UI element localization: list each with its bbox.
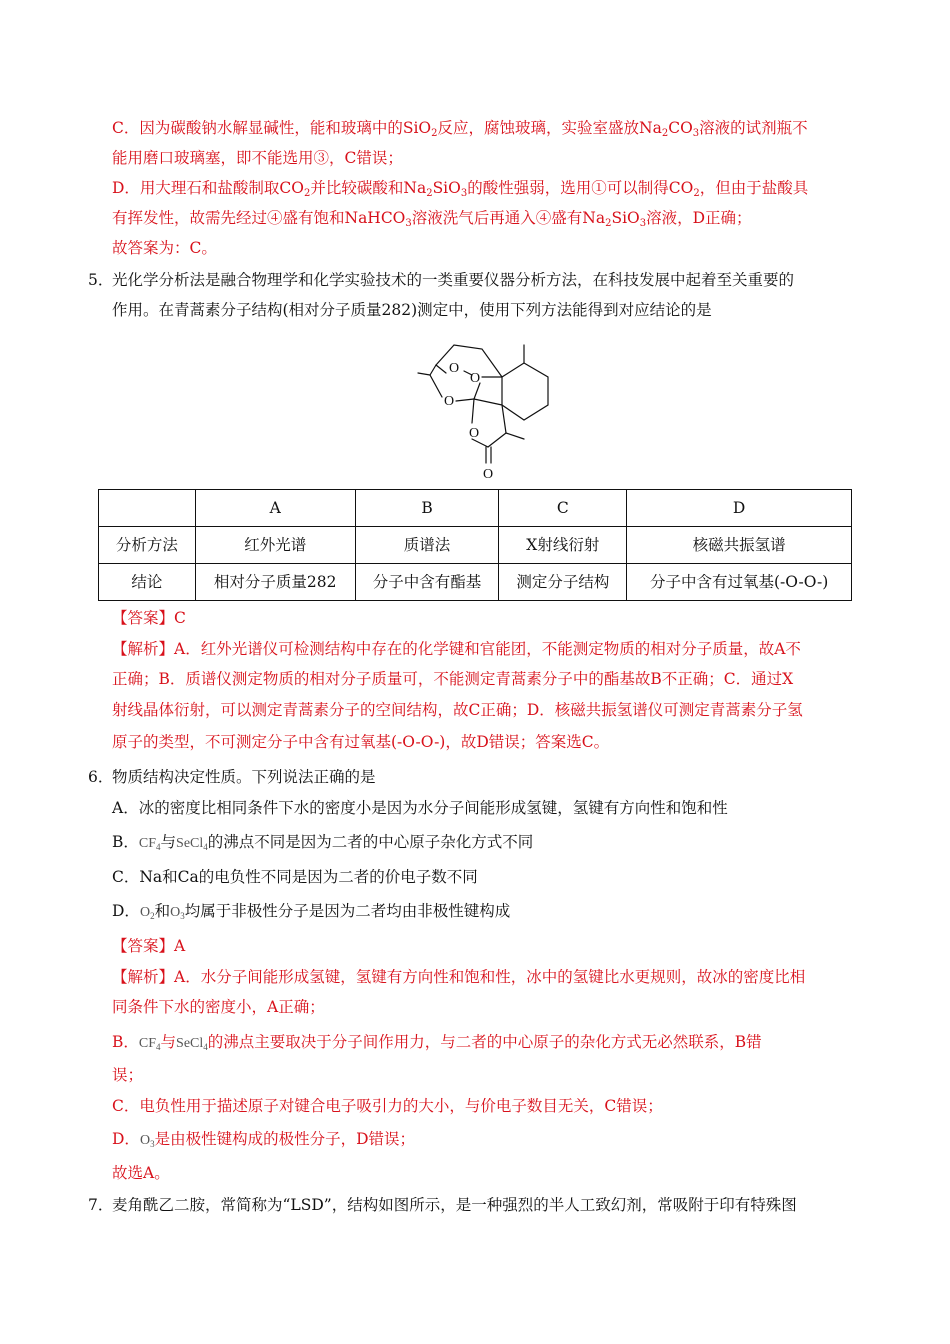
q5-explanation-line2: 正确；B．质谱仪测定物质的相对分子质量可，不能测定青蒿素分子中的酯基故B不正确；C．通过X xyxy=(112,670,794,688)
q6-explanation-b-line2: 误； xyxy=(112,1066,144,1084)
prev-answer-d-line1: D．用大理石和盐酸制取$CO_2$并比较碳酸和$Na_2SiO_3$的酸性强弱，选用①可以制得$CO_2$，但由于盐酸具 xyxy=(112,179,809,199)
table-header-cell: A xyxy=(195,490,355,527)
q6-explanation-a-line2: 同条件下水的密度小，A正确； xyxy=(112,998,325,1016)
q6-option-b: B．$CF_4$与SeCl$_4$的沸点不同是因为二者的中心原子杂化方式不同 xyxy=(112,833,534,852)
q5-number: 5． xyxy=(88,271,114,289)
q5-answer: 【答案】C xyxy=(112,609,186,627)
q7-stem-line1: 麦角酰乙二胺，常简称为“LSD”，结构如图所示，是一种强烈的半人工致幻剂，常吸附于印有特殊图 xyxy=(112,1196,797,1214)
prev-answer-c-line1: C．因为碳酸钠水解显碱性，能和玻璃中的SiO$_2$反应，腐蚀玻璃，实验室盛放$Na_2CO_3$溶液的试剂瓶不 xyxy=(112,119,808,139)
table-cell: 分子中含有酯基 xyxy=(355,564,499,601)
table-cell: 相对分子质量282 xyxy=(195,564,355,601)
q6-explanation-a-line1: 【解析】A．水分子间能形成氢键，氢键有方向性和饱和性，冰中的氢键比水更规则，故冰的密度比相 xyxy=(112,968,806,986)
o3-formula: $O_3$ xyxy=(170,905,185,921)
table-header-cell: D xyxy=(627,490,852,527)
prev-answer-c-line2: 能用磨口玻璃塞，即不能选用③，C错误； xyxy=(112,149,403,167)
table-cell: 质谱法 xyxy=(355,527,499,564)
ether-oxygen: O xyxy=(443,394,455,409)
o2-formula: $O_2$ xyxy=(139,905,155,921)
q5-explanation-line3: 射线晶体衍射，可以测定青蒿素分子的空间结构，故C正确；D．核磁共振氢谱仪可测定青蒿素分子氢 xyxy=(112,701,803,719)
q7-number: 7． xyxy=(88,1196,114,1214)
table-row xyxy=(99,564,852,601)
table-header-cell: C xyxy=(499,490,627,527)
table-cell: 测定分子结构 xyxy=(499,564,627,601)
prev-answer-d-line2: 有挥发性，故需先经过④盛有饱和NaHCO$_3$溶液洗气后再通入④盛有$Na_2SiO_3$溶液，D正确； xyxy=(112,209,752,229)
q6-option-a: A．冰的密度比相同条件下水的密度小是因为水分子间能形成氢键，氢键有方向性和饱和性 xyxy=(112,799,728,817)
q6-number: 6． xyxy=(88,768,114,786)
q6-option-d: D．$O_2$和$O_3$均属于非极性分子是因为二者均由非极性键构成 xyxy=(112,902,511,921)
table-row xyxy=(99,527,852,564)
o3-formula: $O_3$ xyxy=(139,1133,155,1149)
q6-explanation-c: C．电负性用于描述原子对键合电子吸引力的大小，与价电子数目无关，C错误； xyxy=(112,1097,663,1115)
ester-oxygen: O xyxy=(468,426,480,441)
artemisinin-structure-figure xyxy=(408,335,568,485)
carbonyl-oxygen: O xyxy=(482,467,494,482)
cf4-formula: $CF_4$ xyxy=(138,1036,161,1052)
prev-answer-conclusion: 故答案为：C。 xyxy=(112,239,217,257)
secl4-formula: SeCl$_4$ xyxy=(176,1036,208,1052)
q6-answer: 【答案】A xyxy=(112,937,186,955)
q5-options-table xyxy=(98,489,852,601)
q6-option-c: C．Na和Ca的电负性不同是因为二者的价电子数不同 xyxy=(112,868,478,886)
q5-stem-line2: 作用。在青蒿素分子结构(相对分子质量282)测定中，使用下列方法能得到对应结论的是 xyxy=(112,301,712,319)
table-cell: 核磁共振氢谱 xyxy=(627,527,852,564)
q5-stem-line1: 光化学分析法是融合物理学和化学实验技术的一类重要仪器分析方法，在科技发展中起着至关重要的 xyxy=(112,271,795,289)
q5-explanation-line4: 原子的类型，不可测定分子中含有过氧基(-O-O-)，故D错误；答案选C。 xyxy=(112,733,610,751)
table-header-cell: B xyxy=(355,490,499,527)
peroxide-oxygen-2: O xyxy=(469,371,481,386)
q6-explanation-d: D．$O_3$是由极性键构成的极性分子，D错误； xyxy=(112,1130,415,1149)
table-cell: 分析方法 xyxy=(99,527,196,564)
table-cell: X射线衍射 xyxy=(499,527,627,564)
table-cell: 结论 xyxy=(99,564,196,601)
peroxide-oxygen-1: O xyxy=(448,361,460,376)
table-cell: 分子中含有过氧基(-O-O-) xyxy=(627,564,852,601)
q6-stem: 物质结构决定性质。下列说法正确的是 xyxy=(112,768,376,786)
q5-explanation-line1: 【解析】A．红外光谱仪可检测结构中存在的化学键和官能团，不能测定物质的相对分子质量，故A不 xyxy=(112,640,801,658)
table-cell: 红外光谱 xyxy=(195,527,355,564)
secl4-formula: SeCl$_4$ xyxy=(176,836,208,852)
cf4-formula: $CF_4$ xyxy=(138,836,161,852)
q6-conclusion: 故选A。 xyxy=(112,1164,170,1182)
table-header-row xyxy=(99,490,852,527)
q6-explanation-b-line1: B．$CF_4$与SeCl$_4$的沸点主要取决于分子间作用力，与二者的中心原子的杂化方式无必然联系，B错 xyxy=(112,1033,762,1052)
table-header-cell xyxy=(99,490,196,527)
